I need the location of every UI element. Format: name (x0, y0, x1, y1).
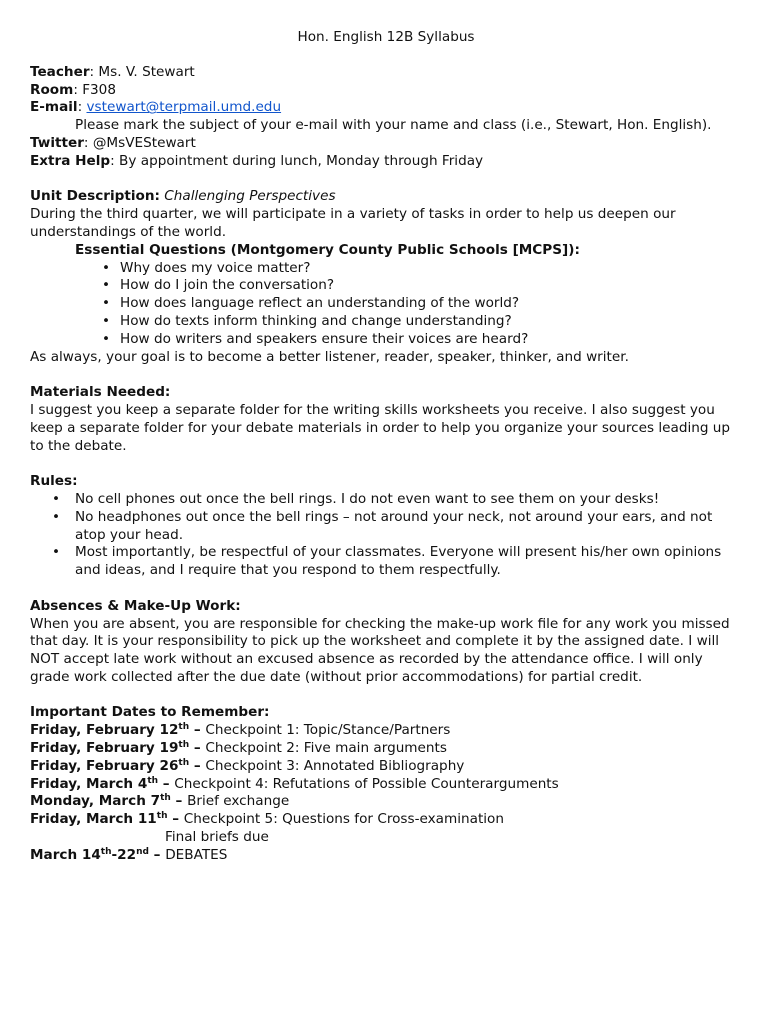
rules-label: Rules: (30, 473, 78, 490)
email-link[interactable]: vstewart@terpmail.umd.edu (86, 99, 282, 116)
date-suffix: th (156, 811, 168, 822)
rules-list (30, 491, 742, 580)
date-suffix: th (178, 757, 190, 768)
email-separator: : (77, 99, 87, 116)
date-suffix: nd (136, 846, 149, 857)
date-dash: – (189, 757, 206, 774)
date-suffix: th (178, 740, 190, 751)
date-description: Checkpoint 3: Annotated Bibliography (205, 757, 465, 774)
spacer (30, 171, 742, 189)
list-item: • How do I join the conversation? (30, 277, 742, 295)
absences-heading (30, 598, 742, 616)
date-dash: – (189, 722, 206, 739)
dates-label: Important Dates to Remember: (30, 704, 270, 721)
absences-label: Absences & Make-Up Work: (30, 597, 241, 614)
list-item: • No headphones out once the bell rings – not around your neck, not around your ears, and not atop your head. (30, 509, 742, 545)
email-label: E-mail (30, 99, 78, 116)
date-row (30, 722, 742, 740)
date-suffix: th (147, 775, 159, 786)
date-suffix: th (178, 722, 190, 733)
date-description: Checkpoint 2: Five main arguments (205, 740, 447, 757)
unit-name: Challenging Perspectives (164, 188, 336, 205)
debate-description: DEBATES (165, 846, 228, 863)
date-dash: – (189, 740, 206, 757)
teacher-label: Teacher (30, 63, 90, 80)
date-label (30, 793, 187, 809)
teacher-value: : Ms. V. Stewart (89, 63, 195, 80)
debate-end: -22 (111, 846, 137, 863)
date-label (30, 758, 205, 774)
list-item: • No cell phones out once the bell rings. I do not even want to see them on your desks! (30, 491, 742, 509)
list-item: • How do texts inform thinking and change understanding? (30, 313, 742, 331)
debate-date-label (30, 847, 165, 863)
unit-label: Unit Description: (30, 188, 160, 205)
date-row (30, 793, 742, 811)
date-text: Friday, February 26 (30, 757, 179, 774)
spacer (30, 455, 742, 473)
extra-help-value: : By appointment during lunch, Monday through Friday (110, 152, 484, 169)
twitter-value: : @MsVEStewart (83, 134, 196, 151)
date-dash: – (158, 775, 175, 792)
date-description: Checkpoint 5: Questions for Cross-examination (183, 811, 504, 828)
date-suffix: th (100, 846, 112, 857)
essential-questions-title: Essential Questions (Montgomery County Public Schools [MCPS]): (75, 241, 580, 258)
materials-text: I suggest you keep a separate folder for the writing skills worksheets you receive. I also suggest you keep a separate folder for your debate materials in order to help you organize your sources leading up to the debate. (30, 401, 731, 454)
date-label (30, 811, 184, 827)
spacer (30, 687, 742, 705)
unit-heading (30, 188, 742, 206)
date-row (30, 758, 742, 776)
spacer (30, 580, 742, 598)
date-dash: – (148, 846, 166, 863)
unit-goal: As always, your goal is to become a better listener, reader, speaker, thinker, and writer. (30, 348, 629, 365)
date-row (30, 811, 742, 829)
extra-help-line (30, 153, 742, 171)
date-label (30, 740, 205, 756)
list-item: • Why does my voice matter? (30, 260, 742, 278)
date-description: Checkpoint 4: Refutations of Possible Counterarguments (174, 775, 559, 792)
page-title: Hon. English 12B Syllabus (297, 29, 475, 45)
materials-label: Materials Needed: (30, 384, 171, 401)
email-note: Please mark the subject of your e-mail with your name and class (i.e., Stewart, Hon. English). (75, 117, 712, 134)
unit-description: During the third quarter, we will participate in a variety of tasks in order to help us deepen our understandings of the world. (30, 206, 676, 240)
list-item: • Most importantly, be respectful of your classmates. Everyone will present his/her own opinions and ideas, and I require that you respond to them respectfully. (30, 544, 742, 580)
date-dash: – (167, 811, 184, 828)
materials-heading (30, 384, 742, 402)
date-dash: – (170, 793, 188, 810)
date-text: Friday, March 11 (30, 811, 157, 828)
essential-questions-list (30, 260, 742, 349)
absences-text: When you are absent, you are responsible for checking the make-up work file for any work you missed that day. It is your responsibility to pick up the worksheet and complete it by the assigned date. I will NOT accept late work without an excused absence as recorded by the attendance office. I will only grade work collected after the due date (without prior accommodations) for partial credit. (30, 615, 730, 685)
dates-heading (30, 704, 742, 722)
room-line (30, 82, 742, 100)
date-text: Friday, February 19 (30, 740, 179, 757)
email-line (30, 99, 742, 117)
date-row (30, 776, 742, 794)
date-suffix: th (160, 793, 171, 804)
list-item: • How do writers and speakers ensure their voices are heard? (30, 331, 742, 349)
date-description: Checkpoint 1: Topic/Stance/Partners (205, 722, 451, 739)
date-text: Friday, March 4 (30, 775, 148, 792)
rules-heading (30, 473, 742, 491)
spacer (30, 366, 742, 384)
syllabus-content (30, 29, 742, 865)
final-briefs-note: Final briefs due (165, 829, 269, 846)
twitter-line (30, 135, 742, 153)
debate-row (30, 847, 742, 865)
date-row (30, 740, 742, 758)
date-label (30, 722, 205, 738)
date-text: Friday, February 12 (30, 722, 179, 739)
room-value: : F308 (73, 81, 116, 98)
twitter-label: Twitter (30, 134, 84, 151)
date-description: Brief exchange (187, 793, 290, 810)
date-text: Monday, March 7 (30, 793, 161, 810)
date-label (30, 776, 174, 792)
list-item: • How does language reflect an understanding of the world? (30, 295, 742, 313)
teacher-line (30, 64, 742, 82)
extra-help-label: Extra Help (30, 152, 111, 169)
room-label: Room (30, 81, 74, 98)
debate-start: March 14 (30, 846, 101, 863)
